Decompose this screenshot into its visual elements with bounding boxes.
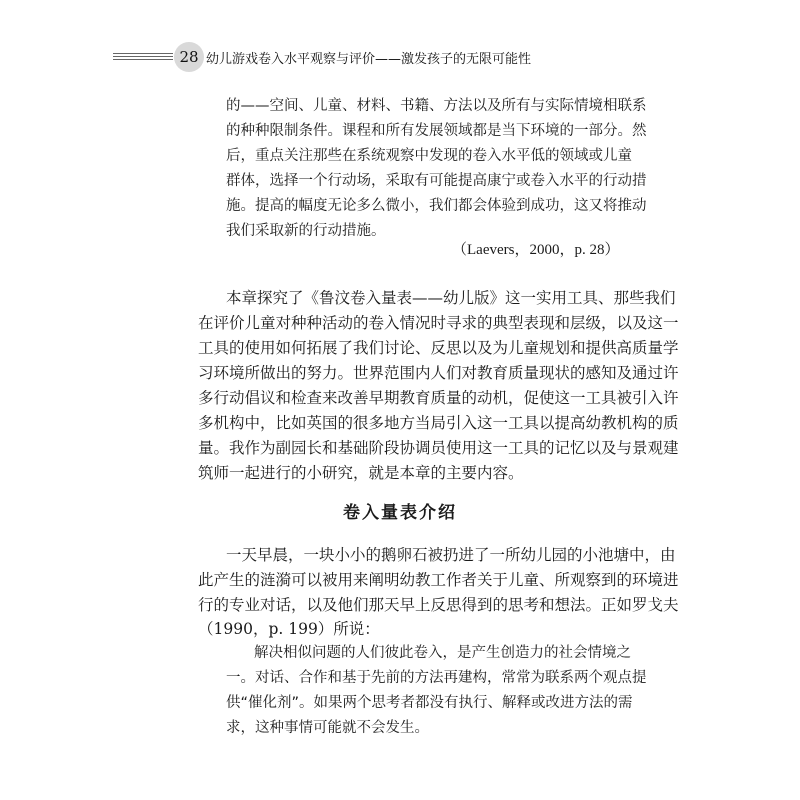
- paragraph-line: 一天早晨，一块小小的鹅卵石被扔进了一所幼儿园的小池塘中，由: [226, 546, 676, 564]
- paragraph-line: 多机构中，比如英国的很多地方当局引入这一工具以提高幼教机构的质: [198, 414, 679, 432]
- quote-line: 群体，选择一个行动场，采取有可能提高康宁或卷入水平的行动措: [226, 173, 647, 189]
- paragraph-line: 多行动倡议和检查来改善早期教育质量的动机，促使这一工具被引入许: [198, 389, 679, 407]
- quote-line: 后，重点关注那些在系统观察中发现的卷入水平低的领域或儿童: [226, 148, 632, 164]
- quote-line: 解决相似问题的人们彼此卷入，是产生创造力的社会情境之: [254, 645, 631, 661]
- quote-line: 的——空间、儿童、材料、书籍、方法以及所有与实际情境相联系: [226, 98, 647, 114]
- paragraph-line: 行的专业对话，以及他们那天早上反思得到的思考和想法。正如罗戈夫: [198, 596, 679, 614]
- quote-line: 求，这种事情可能就不会发生。: [226, 720, 429, 736]
- paragraph-line: 在评价儿童对种种活动的卷入情况时寻求的典型表现和层级，以及这一: [198, 314, 679, 332]
- quote-line: 供“催化剂”。如果两个思考者都没有执行、解释或改进方法的需: [226, 695, 633, 711]
- quote-line: 的种种限制条件。课程和所有发展领域都是当下环境的一部分。然: [226, 123, 647, 139]
- paragraph-line: 量。我作为副园长和基础阶段协调员使用这一工具的记忆以及与景观建: [198, 439, 679, 457]
- paragraph-line: （1990，p. 199）所说：: [198, 620, 380, 638]
- paragraph-line: 此产生的涟漪可以被用来阐明幼教工作者关于儿童、所观察到的环境进: [198, 571, 679, 589]
- paragraph-line: 筑师一起进行的小研究，就是本章的主要内容。: [198, 464, 524, 482]
- paragraph-line: 工具的使用如何拓展了我们讨论、反思以及为儿童规划和提供高质量学: [198, 339, 679, 357]
- section-heading: 卷入量表介绍: [343, 503, 457, 523]
- paragraph-line: 本章探究了《鲁汶卷入量表——幼儿版》这一实用工具、那些我们: [226, 289, 676, 307]
- quote-line: 我们采取新的行动措施。: [226, 223, 386, 239]
- page-number: 28: [174, 42, 204, 72]
- citation: （Laevers，2000，p. 28）: [452, 242, 620, 258]
- running-title: 幼儿游戏卷入水平观察与评价——激发孩子的无限可能性: [206, 52, 532, 67]
- quote-line: 一。对话、合作和基于先前的方法再建构，常常为联系两个观点提: [226, 670, 647, 686]
- paragraph-line: 习环境所做出的努力。世界范围内人们对教育质量现状的感知及通过许: [198, 364, 679, 382]
- quote-line: 施。提高的幅度无论多么微小，我们都会体验到成功，这又将推动: [226, 198, 647, 214]
